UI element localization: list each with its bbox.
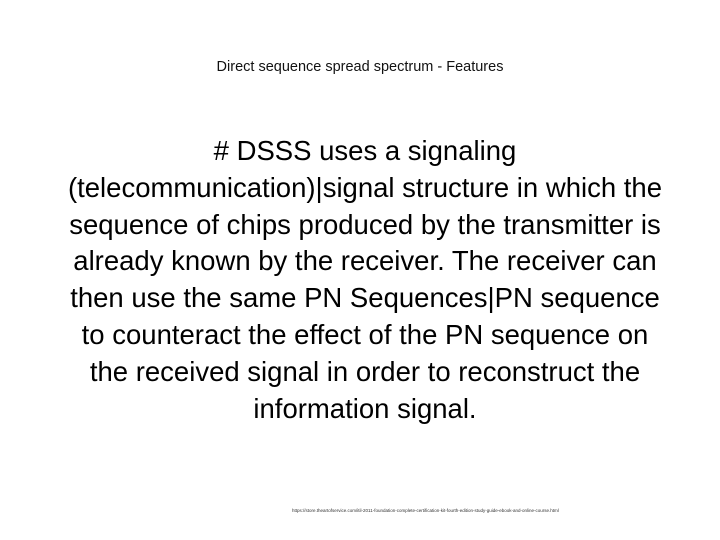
- slide-title: Direct sequence spread spectrum - Features: [216, 59, 504, 75]
- source-url-link[interactable]: https://store.theartofservice.com/itil-2011-foundation-complete-certification-kit-fourth-edition-study-guide-ebook-and-online-course.html: [292, 508, 559, 513]
- slide-body-text: # DSSS uses a signaling (telecommunication)|signal structure in which the sequence of chips produced by the transmitter is already known by the receiver. The receiver can then use the same PN Sequences|PN sequence to counteract the effect of the PN sequence on the received signal in order to reconstruct the information signal.: [67, 135, 663, 424]
